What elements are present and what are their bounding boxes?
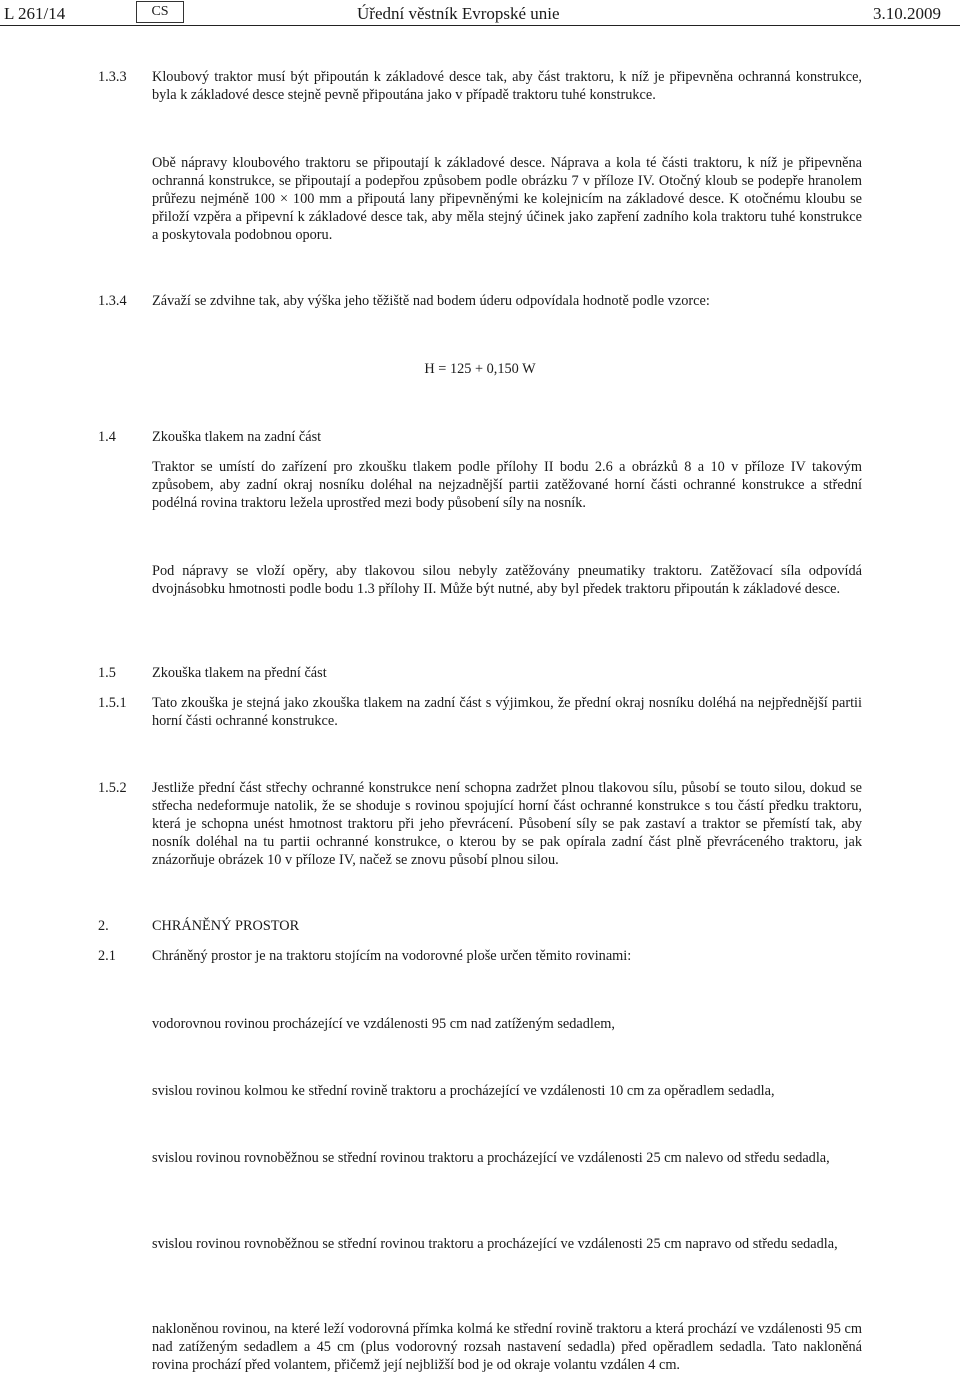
height-formula: H = 125 + 0,150 W [424,361,536,377]
paragraph-text: Obě nápravy kloubového traktoru se připoutají k základové desce. Náprava a kola té části traktoru, k níž je připevněna ochranná konstrukce, se připoutají a podepřou způsobem podle obrázku 7 v příloze IV. Otočný kloub se podepře hranolem průřezu nejméně 100 × 100 mm a připoutá lany připevněnými ke kolejnicím na základové desce. K otočnému kloubu se přiloží vzpěra a připevní k základové desce tak, aby měla stejný účinek jako zapření zadního kola traktoru tuhé konstrukce a poskytovala podobnou oporu. [152,155,862,243]
section-heading: Zkouška tlakem na přední část [152,665,327,681]
section-heading: CHRÁNĚNÝ PROSTOR [152,918,300,934]
list-item: vodorovnou rovinou procházející ve vzdálenosti 95 cm nad zatíženým sedadlem, [152,1016,615,1032]
section-number: 1.3.3 [98,69,127,85]
section-number: 1.5.2 [98,780,127,796]
journal-title: Úřední věstník Evropské unie [357,4,560,23]
paragraph-text: Pod nápravy se vloží opěry, aby tlakovou silou nebyly zatěžovány pneumatiky traktoru. Zatěžovací síla odpovídá dvojnásobku hmotnosti podle bodu 1.3 přílohy II. Může být nutné, aby byl předek traktoru připoután k základové desce. [152,563,862,597]
list-item: svislou rovinou kolmou ke střední rovině traktoru a procházející ve vzdálenosti 10 cm za opěradlem sedadla, [152,1083,775,1099]
header-rule [0,25,960,26]
list-item: nakloněnou rovinou, na které leží vodorovná přímka kolmá ke střední rovině traktoru a která prochází ve vzdálenosti 95 cm nad zatíženým sedadlem a 45 cm (plus vodorovný rozsah nastavení sedadla) před opěradlem sedadla. Tato nakloněná rovina prochází před volantem, přičemž její nejbližší bod je od okraje volantu vzdálen 4 cm. [152,1321,862,1373]
section-number: 1.3.4 [98,293,127,309]
section-text: Chráněný prostor je na traktoru stojícím na vodorovné ploše určen těmito rovinami: [152,948,632,964]
section-text: Tato zkouška je stejná jako zkouška tlakem na zadní část s výjimkou, že přední okraj nosníku doléhá na nejpřednější partii horní části ochranné konstrukce. [152,695,862,729]
section-number: 2. [98,918,109,934]
section-text: Závaží se zdvihne tak, aby výška jeho těžiště nad bodem úderu odpovídala hodnotě podle vzorce: [152,293,710,309]
section-number: 1.5 [98,665,116,681]
publication-date: 3.10.2009 [873,4,941,23]
section-heading: Zkouška tlakem na zadní část [152,429,322,445]
section-number: 1.4 [98,429,116,445]
list-item: svislou rovinou rovnoběžnou se střední rovinou traktoru a procházející ve vzdálenosti 25 cm napravo od středu sedadla, [152,1236,838,1252]
section-text: Jestliže přední část střechy ochranné konstrukce není schopna zadržet plnou tlakovou sílu, působí se touto silou, dokud se střecha nedeformuje natolik, že se shoduje s rovinou spojující horní část ochranné konstrukce s tou částí předku traktoru, která je schopna unést hmotnost traktoru při jeho převrácení. Působení síly se pak zastaví a traktor se přemístí tak, aby nosník doléhal na tu partii ochranné konstrukce, o kterou by se pak opírala zadní část plně převráceného traktoru, jak znázorňuje obrázek 10 v příloze IV, načež se znovu působí plnou silou. [152,780,862,868]
page-header [0,0,960,26]
list-item: svislou rovinou rovnoběžnou se střední rovinou traktoru a procházející ve vzdálenosti 25 cm nalevo od středu sedadla, [152,1150,830,1166]
paragraph-text: Traktor se umístí do zařízení pro zkoušku tlakem podle přílohy II bodu 2.6 a obrázků 8 a 10 v příloze IV takovým způsobem, aby zadní okraj nosníku doléhal na nejzadnější partii zatěžované horní části ochranné konstrukce a střední podélná rovina traktoru ležela uprostřed mezi body působení síly na nosník. [152,459,862,511]
language-badge: CS [136,1,184,23]
section-text: Kloubový traktor musí být připoután k základové desce tak, aby část traktoru, k níž je připevněna ochranná konstrukce, byla k základové desce stejně pevně připoutána jako v případě traktoru tuhé konstrukce. [152,69,862,103]
page-reference: L 261/14 [4,4,66,23]
section-number: 2.1 [98,948,116,964]
section-number: 1.5.1 [98,695,127,711]
